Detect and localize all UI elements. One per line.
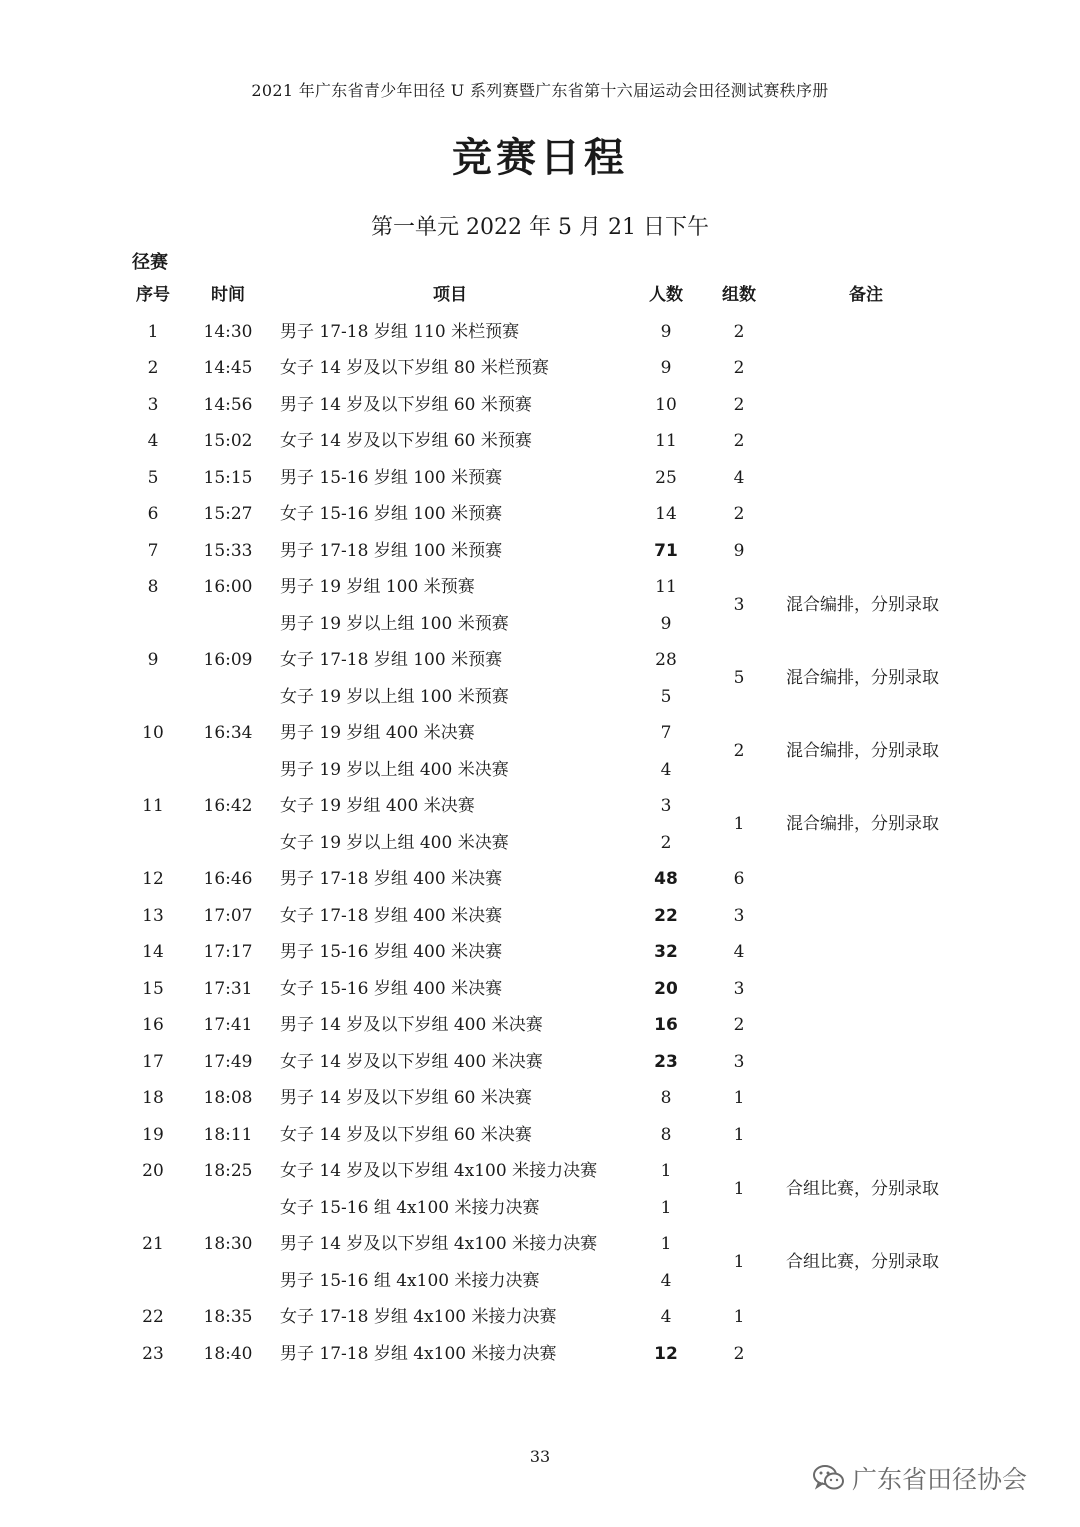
header-time: 时间: [211, 285, 245, 305]
row-groups: 2: [733, 1015, 745, 1035]
watermark-text: 广东省田径协会: [852, 1465, 1028, 1494]
row-event: 男子 14 岁及以下岁组 400 米决赛: [280, 1015, 543, 1035]
row-time: 15:33: [203, 540, 253, 561]
row-count: 8: [660, 1124, 672, 1145]
row-count: 32: [654, 942, 678, 962]
header-count: 人数: [649, 285, 683, 305]
row-groups: 1: [733, 1252, 745, 1272]
subrow-event: 女子 19 岁以上组 400 米决赛: [280, 832, 509, 853]
row-count: 22: [654, 905, 678, 926]
row-event: 男子 17-18 岁组 400 米决赛: [280, 869, 503, 889]
row-event: 男子 17-18 岁组 100 米预赛: [280, 540, 503, 561]
row-time: 17:17: [203, 942, 253, 962]
row-time: 18:40: [203, 1343, 253, 1364]
row-count: 1: [660, 1161, 672, 1181]
row-count: 12: [654, 1343, 678, 1364]
table-row: [0, 861, 1080, 898]
subrow-event: 男子 15-16 组 4x100 米接力决赛: [280, 1270, 540, 1291]
table-row: [0, 1299, 1080, 1336]
row-event: 女子 14 岁及以下岁组 80 米栏预赛: [280, 358, 549, 378]
subrow-count: 4: [660, 759, 672, 780]
row-no: 21: [142, 1234, 164, 1254]
row-time: 16:46: [203, 869, 253, 889]
subrow-count: 9: [660, 613, 672, 634]
row-count: 71: [654, 540, 678, 561]
row-count: 10: [655, 394, 677, 415]
table-row: [0, 1080, 1080, 1117]
running-title: 2021 年广东省青少年田径 U 系列赛暨广东省第十六届运动会田径测试赛秩序册: [251, 81, 829, 100]
row-time: 15:27: [203, 504, 253, 524]
row-count: 25: [655, 467, 677, 488]
row-no: 13: [142, 905, 164, 926]
table-row: [0, 460, 1080, 497]
table-subrow: [0, 606, 1080, 643]
row-event: 男子 14 岁及以下岁组 60 米预赛: [280, 394, 532, 415]
table-row: [0, 314, 1080, 351]
row-no: 2: [147, 358, 159, 378]
row-event: 女子 15-16 岁组 100 米预赛: [280, 504, 503, 524]
row-time: 17:31: [203, 978, 253, 999]
table-row: [0, 642, 1080, 688]
row-groups: 2: [733, 358, 745, 378]
section-label: 径赛: [132, 252, 168, 273]
subrow-event: 女子 15-16 组 4x100 米接力决赛: [280, 1197, 540, 1218]
row-event: 男子 17-18 岁组 4x100 米接力决赛: [280, 1343, 557, 1364]
table-row: [0, 1007, 1080, 1044]
row-count: 11: [655, 431, 677, 451]
row-groups: 5: [733, 668, 745, 688]
table-row: [0, 715, 1080, 761]
row-event: 男子 19 岁组 400 米决赛: [280, 723, 475, 743]
row-event: 女子 19 岁组 400 米决赛: [280, 796, 475, 816]
row-groups: 2: [733, 1343, 745, 1364]
row-groups: 1: [733, 1124, 745, 1145]
row-groups: 3: [733, 595, 745, 615]
subrow-count: 1: [660, 1197, 672, 1218]
row-no: 1: [147, 321, 159, 342]
row-groups: 3: [733, 1051, 745, 1072]
page-number: 33: [529, 1447, 551, 1466]
row-count: 3: [660, 796, 672, 816]
row-time: 18:30: [203, 1234, 253, 1254]
table-row: [0, 423, 1080, 460]
row-time: 16:34: [203, 723, 253, 743]
header-no: 序号: [136, 285, 170, 305]
row-event: 男子 17-18 岁组 110 米栏预赛: [280, 321, 520, 342]
row-count: 11: [655, 577, 677, 597]
row-note: 混合编排，分别录取: [786, 741, 939, 761]
row-count: 9: [660, 321, 672, 342]
table-row: [0, 934, 1080, 971]
watermark: [812, 1460, 1027, 1496]
row-groups: 4: [733, 942, 745, 962]
table-subrow: [0, 825, 1080, 862]
row-groups: 3: [733, 905, 745, 926]
row-no: 5: [147, 467, 159, 488]
row-count: 23: [654, 1051, 678, 1072]
row-note: 混合编排，分别录取: [786, 814, 939, 834]
table-row: [0, 1336, 1080, 1373]
row-time: 17:41: [203, 1015, 253, 1035]
row-time: 16:00: [203, 577, 253, 597]
row-no: 12: [142, 869, 164, 889]
row-groups: 4: [733, 467, 745, 488]
row-time: 18:08: [203, 1088, 253, 1108]
row-groups: 1: [733, 814, 745, 834]
row-no: 23: [142, 1343, 164, 1364]
row-count: 4: [660, 1307, 672, 1327]
row-note: 合组比赛，分别录取: [786, 1179, 939, 1199]
table-subrow: [0, 752, 1080, 789]
row-no: 19: [142, 1124, 164, 1145]
row-groups: 3: [733, 978, 745, 999]
row-event: 男子 14 岁及以下岁组 60 米决赛: [280, 1088, 532, 1108]
table-row: [0, 496, 1080, 533]
row-groups: 2: [733, 394, 745, 415]
row-no: 3: [147, 394, 159, 415]
row-time: 14:30: [203, 321, 253, 342]
row-groups: 1: [733, 1088, 745, 1108]
row-event: 女子 14 岁及以下岁组 60 米预赛: [280, 431, 532, 451]
session-subtitle: 第一单元 2022 年 5 月 21 日下午: [371, 215, 709, 240]
row-count: 8: [660, 1088, 672, 1108]
row-count: 7: [660, 723, 672, 743]
row-time: 18:25: [203, 1161, 253, 1181]
table-subrow: [0, 1263, 1080, 1300]
row-event: 女子 14 岁及以下岁组 60 米决赛: [280, 1124, 532, 1145]
row-event: 女子 17-18 岁组 400 米决赛: [280, 905, 503, 926]
row-groups: 2: [733, 504, 745, 524]
row-time: 18:35: [203, 1307, 253, 1327]
row-groups: 2: [733, 741, 745, 761]
header-note: 备注: [849, 285, 883, 305]
table-row: [0, 569, 1080, 615]
row-event: 女子 17-18 岁组 4x100 米接力决赛: [280, 1307, 557, 1327]
header-groups: 组数: [722, 285, 756, 305]
row-event: 男子 15-16 岁组 400 米决赛: [280, 942, 503, 962]
row-no: 16: [142, 1015, 164, 1035]
wechat-icon: [812, 1463, 846, 1493]
schedule-table: [0, 277, 1080, 1372]
row-time: 15:15: [203, 467, 253, 488]
row-count: 48: [654, 869, 678, 889]
row-time: 14:56: [203, 394, 253, 415]
subrow-count: 4: [660, 1270, 672, 1291]
row-note: 合组比赛，分别录取: [786, 1252, 939, 1272]
table-row: [0, 788, 1080, 834]
row-groups: 6: [733, 869, 745, 889]
row-event: 女子 14 岁及以下岁组 4x100 米接力决赛: [280, 1161, 598, 1181]
row-no: 11: [142, 796, 164, 816]
row-count: 1: [660, 1234, 672, 1254]
row-count: 16: [654, 1015, 678, 1035]
table-row: [0, 533, 1080, 570]
row-count: 9: [660, 358, 672, 378]
row-event: 女子 14 岁及以下岁组 400 米决赛: [280, 1051, 543, 1072]
row-event: 女子 17-18 岁组 100 米预赛: [280, 650, 503, 670]
subrow-count: 2: [660, 832, 672, 853]
row-no: 22: [142, 1307, 164, 1327]
row-time: 14:45: [203, 358, 253, 378]
row-event: 男子 14 岁及以下岁组 4x100 米接力决赛: [280, 1234, 598, 1254]
table-row: [0, 898, 1080, 935]
row-groups: 1: [733, 1179, 745, 1199]
row-count: 20: [654, 978, 678, 999]
row-count: 28: [655, 650, 677, 670]
row-no: 20: [142, 1161, 164, 1181]
row-event: 女子 15-16 岁组 400 米决赛: [280, 978, 503, 999]
row-no: 7: [147, 540, 159, 561]
row-note: 混合编排，分别录取: [786, 595, 939, 615]
row-groups: 1: [733, 1307, 745, 1327]
row-no: 15: [142, 978, 164, 999]
page-title: 竞赛日程: [452, 135, 628, 181]
row-no: 18: [142, 1088, 164, 1108]
table-row: [0, 1117, 1080, 1154]
row-no: 17: [142, 1051, 164, 1072]
row-time: 16:42: [203, 796, 253, 816]
table-row: [0, 1226, 1080, 1272]
table-row: [0, 387, 1080, 424]
table-body: [0, 314, 1080, 1373]
table-subrow: [0, 679, 1080, 716]
row-time: 17:49: [203, 1051, 253, 1072]
subrow-event: 男子 19 岁以上组 400 米决赛: [280, 759, 509, 780]
row-groups: 9: [733, 540, 745, 561]
row-note: 混合编排，分别录取: [786, 668, 939, 688]
row-groups: 2: [733, 431, 745, 451]
subrow-event: 男子 19 岁以上组 100 米预赛: [280, 613, 509, 634]
row-no: 9: [147, 650, 159, 670]
subrow-count: 5: [660, 686, 672, 707]
row-time: 15:02: [203, 431, 253, 451]
row-no: 10: [142, 723, 164, 743]
table-header: [0, 277, 1080, 314]
table-row: [0, 1044, 1080, 1081]
row-no: 14: [142, 942, 164, 962]
row-event: 男子 15-16 岁组 100 米预赛: [280, 467, 503, 488]
header-event: 项目: [433, 285, 467, 305]
row-event: 男子 19 岁组 100 米预赛: [280, 577, 475, 597]
table-row: [0, 971, 1080, 1008]
row-no: 6: [147, 504, 159, 524]
row-groups: 2: [733, 321, 745, 342]
table-subrow: [0, 1190, 1080, 1227]
row-no: 4: [147, 431, 159, 451]
row-time: 17:07: [203, 905, 253, 926]
row-count: 14: [655, 504, 677, 524]
table-row: [0, 350, 1080, 387]
row-no: 8: [147, 577, 159, 597]
row-time: 18:11: [203, 1124, 253, 1145]
table-row: [0, 1153, 1080, 1199]
subrow-event: 女子 19 岁以上组 100 米预赛: [280, 686, 509, 707]
row-time: 16:09: [203, 650, 253, 670]
